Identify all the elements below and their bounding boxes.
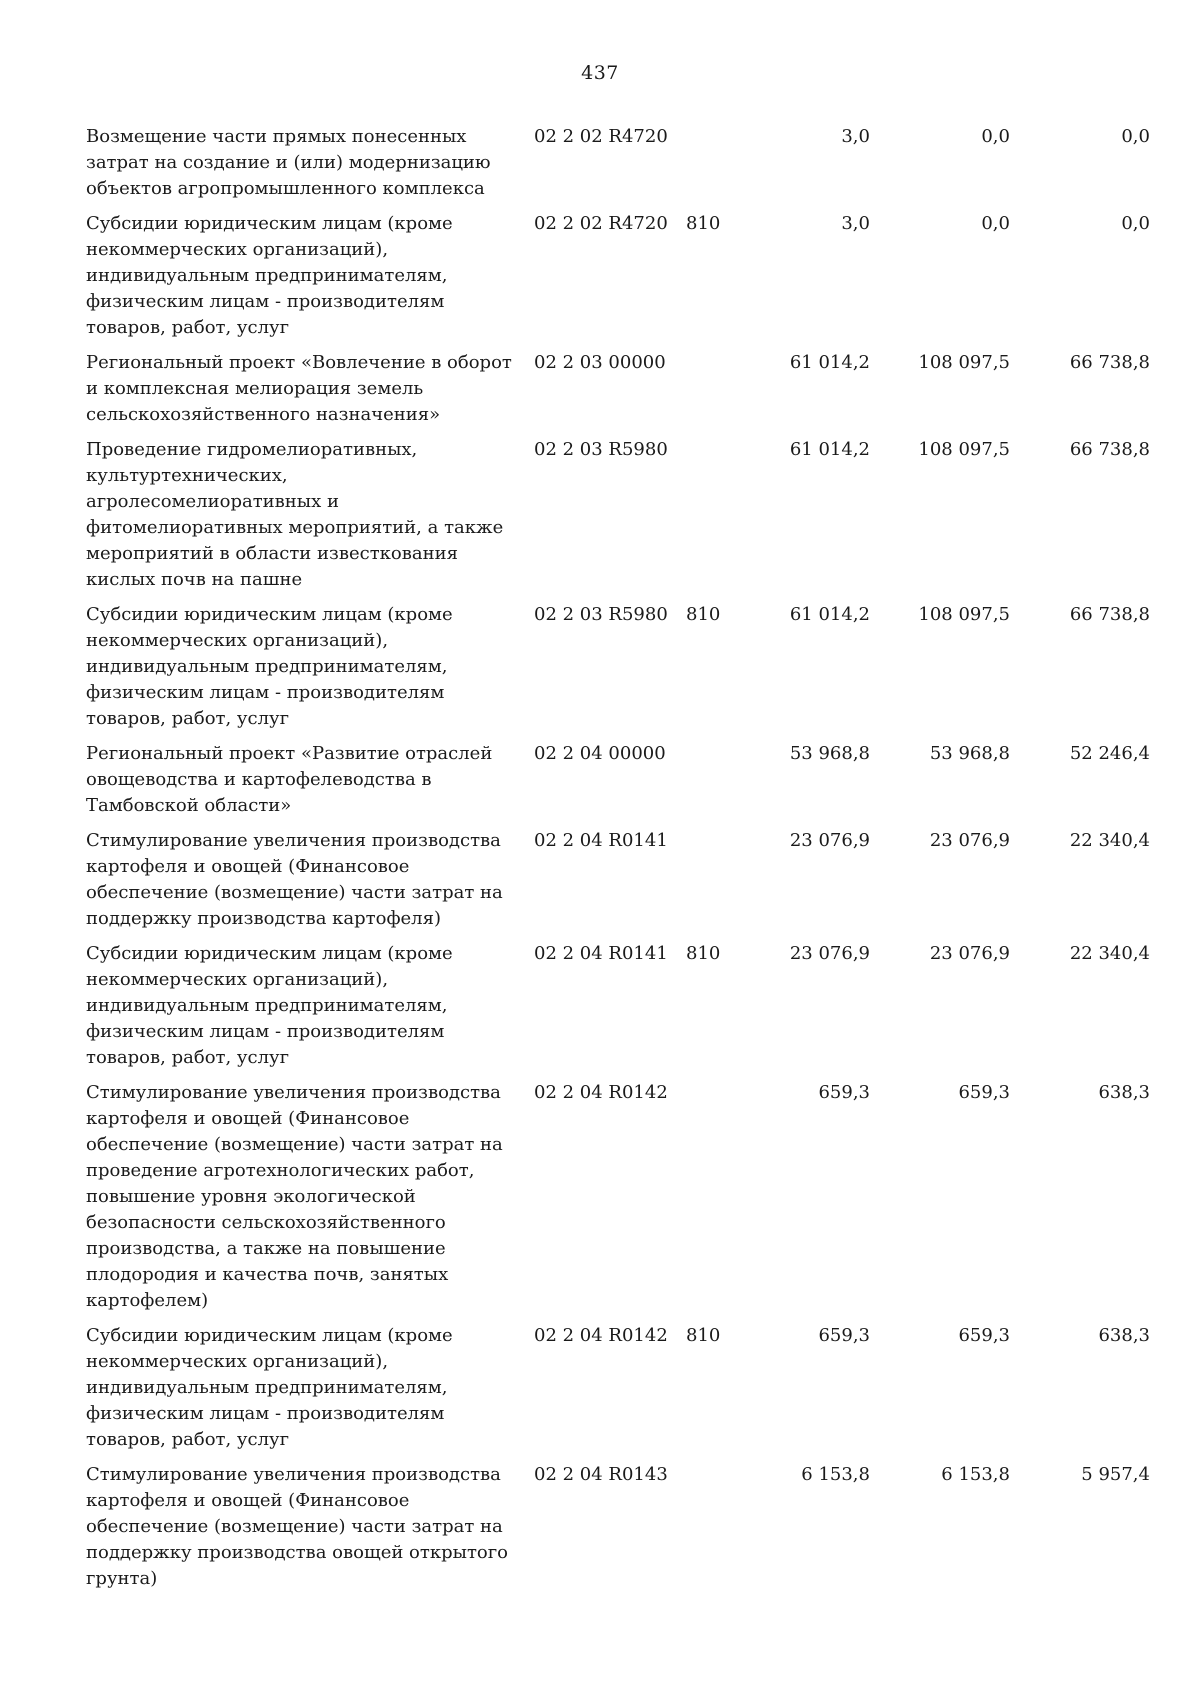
row-value-1: 53 968,8 [789, 743, 870, 764]
row-value-2: 108 097,5 [918, 352, 1010, 373]
row-value-3: 52 246,4 [1069, 743, 1150, 764]
row-name: Стимулирование увеличения производства картофеля и овощей (Финансовое обеспечение (возмещение) части затрат на проведение агротехнологических работ, повышение уровня экологической безопасности сельскохозяйственного производства, а также на повышение плодородия и качества почв, занятых картофелем) [86, 1082, 503, 1311]
table-row [86, 941, 1158, 1071]
row-value-1: 659,3 [818, 1082, 870, 1103]
row-value-3: 0,0 [1121, 126, 1150, 147]
row-code: 02 2 04 R0141 [534, 830, 668, 851]
table-row [86, 741, 1158, 819]
row-value-1: 23 076,9 [789, 830, 870, 851]
table-row [86, 124, 1158, 202]
table-row [86, 1323, 1158, 1453]
row-value-2: 108 097,5 [918, 604, 1010, 625]
row-code: 02 2 04 R0142 [534, 1082, 668, 1103]
row-code: 02 2 03 00000 [534, 352, 666, 373]
row-value-2: 659,3 [958, 1082, 1010, 1103]
row-value-2: 0,0 [981, 126, 1010, 147]
budget-table [86, 124, 1158, 1601]
table-row [86, 350, 1158, 428]
row-value-2: 0,0 [981, 213, 1010, 234]
row-value-3: 22 340,4 [1069, 943, 1150, 964]
row-value-1: 3,0 [841, 213, 870, 234]
row-name: Региональный проект «Вовлечение в оборот и комплексная мелиорация земель сельскохозяйственного назначения» [86, 352, 512, 425]
row-value-3: 638,3 [1098, 1082, 1150, 1103]
row-value-2: 108 097,5 [918, 439, 1010, 460]
row-value-1: 3,0 [841, 126, 870, 147]
table-row [86, 211, 1158, 341]
row-value-1: 23 076,9 [789, 943, 870, 964]
row-value-1: 61 014,2 [789, 352, 870, 373]
row-value-3: 22 340,4 [1069, 830, 1150, 851]
row-value-3: 66 738,8 [1069, 352, 1150, 373]
row-value-2: 23 076,9 [929, 830, 1010, 851]
table-row [86, 602, 1158, 732]
table-row [86, 828, 1158, 932]
row-value-3: 66 738,8 [1069, 604, 1150, 625]
table-row [86, 1080, 1158, 1314]
row-code: 02 2 03 R5980 [534, 604, 668, 625]
row-name: Субсидии юридическим лицам (кроме некоммерческих организаций), индивидуальным предпринимателям, физическим лицам - производителям товаров, работ, услуг [86, 213, 453, 338]
row-value-2: 6 153,8 [941, 1464, 1010, 1485]
row-code: 02 2 04 R0143 [534, 1464, 668, 1485]
row-code: 02 2 02 R4720 [534, 126, 668, 147]
row-code: 02 2 04 00000 [534, 743, 666, 764]
row-code: 02 2 03 R5980 [534, 439, 668, 460]
row-name: Субсидии юридическим лицам (кроме некоммерческих организаций), индивидуальным предпринимателям, физическим лицам - производителям товаров, работ, услуг [86, 1325, 453, 1450]
page-number: 437 [581, 62, 619, 84]
row-value-1: 6 153,8 [801, 1464, 870, 1485]
row-name: Стимулирование увеличения производства картофеля и овощей (Финансовое обеспечение (возмещение) части затрат на поддержку производства картофеля) [86, 830, 503, 929]
row-expense-type: 810 [686, 213, 721, 234]
row-value-2: 659,3 [958, 1325, 1010, 1346]
row-value-3: 638,3 [1098, 1325, 1150, 1346]
row-value-3: 5 957,4 [1081, 1464, 1150, 1485]
row-code: 02 2 04 R0142 [534, 1325, 668, 1346]
table-row [86, 1462, 1158, 1592]
row-name: Субсидии юридическим лицам (кроме некоммерческих организаций), индивидуальным предпринимателям, физическим лицам - производителям товаров, работ, услуг [86, 604, 453, 729]
row-value-3: 66 738,8 [1069, 439, 1150, 460]
row-value-1: 61 014,2 [789, 439, 870, 460]
row-expense-type: 810 [686, 943, 721, 964]
row-value-1: 61 014,2 [789, 604, 870, 625]
row-code: 02 2 04 R0141 [534, 943, 668, 964]
row-code: 02 2 02 R4720 [534, 213, 668, 234]
row-value-3: 0,0 [1121, 213, 1150, 234]
row-value-1: 659,3 [818, 1325, 870, 1346]
row-name: Региональный проект «Развитие отраслей овощеводства и картофелеводства в Тамбовской области» [86, 743, 493, 816]
table-row [86, 437, 1158, 593]
row-value-2: 23 076,9 [929, 943, 1010, 964]
row-name: Стимулирование увеличения производства картофеля и овощей (Финансовое обеспечение (возмещение) части затрат на поддержку производства овощей открытого грунта) [86, 1464, 509, 1589]
row-name: Проведение гидромелиоративных, культуртехнических, агролесомелиоративных и фитомелиоративных мероприятий, а также мероприятий в области известкования кислых почв на пашне [86, 439, 504, 590]
row-name: Возмещение части прямых понесенных затрат на создание и (или) модернизацию объектов агропромышленного комплекса [86, 126, 491, 199]
row-name: Субсидии юридическим лицам (кроме некоммерческих организаций), индивидуальным предпринимателям, физическим лицам - производителям товаров, работ, услуг [86, 943, 453, 1068]
row-value-2: 53 968,8 [929, 743, 1010, 764]
row-expense-type: 810 [686, 1325, 721, 1346]
row-expense-type: 810 [686, 604, 721, 625]
